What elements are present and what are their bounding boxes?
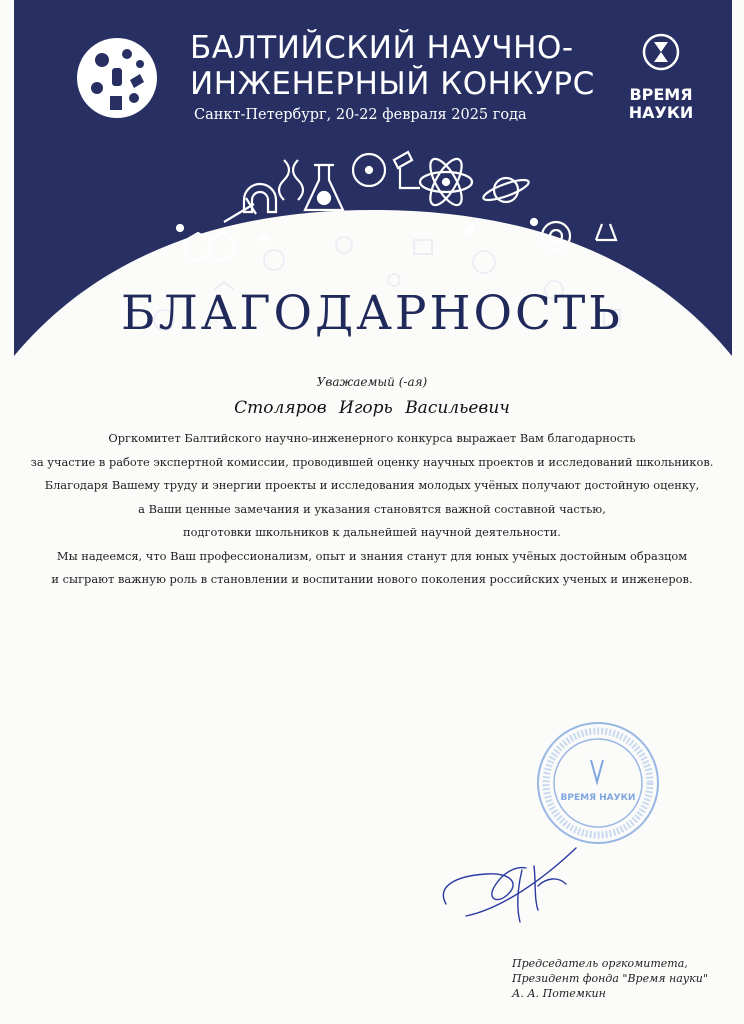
signatory-name: А. А. Потемкин <box>512 987 606 1000</box>
document-title: БЛАГОДАРНОСТЬ <box>121 286 623 341</box>
recipient-name: Столяров Игорь Васильевич <box>234 398 510 418</box>
signatory-block <box>512 956 708 1001</box>
signatory-position: Председатель оргкомитета, <box>512 957 688 970</box>
contest-logo-icon <box>72 30 162 126</box>
body-text <box>0 427 744 592</box>
body-line: а Ваши ценные замечания и указания становятся важной составной частью, <box>138 501 606 516</box>
signatory-title: Президент фонда "Время науки" <box>512 972 708 985</box>
body-line: и сыграют важную роль в становлении и воспитании нового поколения российских ученых и инженеров. <box>51 572 693 586</box>
body-line: Мы надеемся, что Ваш профессионализм, опыт и знания станут для юных учёных достойным образцом <box>56 548 688 563</box>
body-line: Благодаря Вашему труду и энергии проекты и исследования молодых учёных получают достойную оценку, <box>44 478 700 492</box>
partner-logo-line-2: НАУКИ <box>628 103 694 122</box>
signature-icon <box>426 826 586 936</box>
contest-location-date: Санкт-Петербург, 20-22 февраля 2025 года <box>194 107 527 123</box>
partner-logo-line-1: ВРЕМЯ <box>629 85 693 104</box>
stamp-emblem-icon <box>591 760 603 782</box>
hourglass-icon <box>641 32 681 82</box>
body-line: подготовки школьников к дальнейшей научной деятельности. <box>183 525 561 539</box>
contest-title-line-2: ИНЖЕНЕРНЫЙ КОНКУРС <box>190 66 595 102</box>
body-line: за участие в работе экспертной комиссии, проводившей оценку научных проектов и исследований школьников. <box>30 454 714 469</box>
partner-logo <box>626 32 696 122</box>
greeting: Уважаемый (-ая) <box>316 375 428 389</box>
body-line: Оргкомитет Балтийского научно-инженерного конкурса выражает Вам благодарность <box>108 431 636 445</box>
contest-title-line-1: БАЛТИЙСКИЙ НАУЧНО- <box>190 30 574 66</box>
stamp-center-text: ВРЕМЯ НАУКИ <box>560 793 636 803</box>
